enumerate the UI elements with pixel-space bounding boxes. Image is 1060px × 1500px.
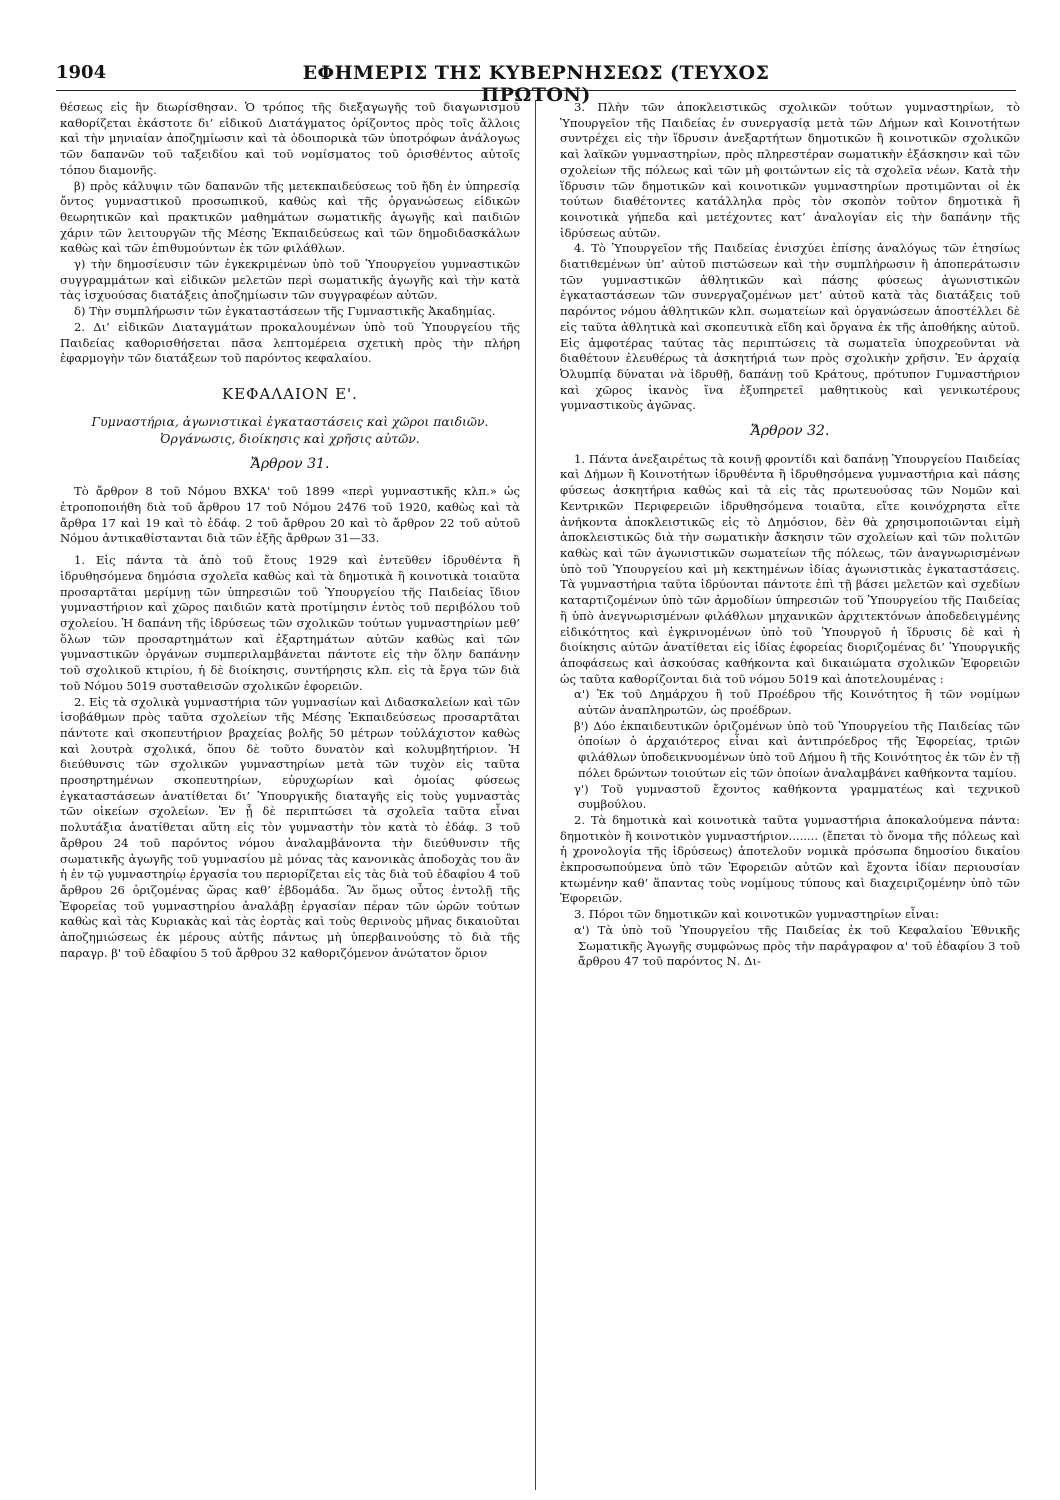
paragraph: β) πρὸς κάλυψιν τῶν δαπανῶν τῆς μετεκπαιδεύσεως τοῦ ἤδη ἐν ὑπηρεσίᾳ ὄντος γυμναστικοῦ προσωπικοῦ, καθὼς καὶ τῆς ὀργανώσεως εἰδικῶν θεωρητικῶν καὶ πρακτικῶν μαθημάτων σωματικῆς ἀγωγῆς καὶ παιδιῶν χάριν τῶν λειτουργῶν τῆς Μέσης Ἐκπαιδεύσεως καὶ τῶν δημοδιδασκάλων καθὼς καὶ τῶν ἐπιθυμούντων ἐκ τῶν φιλάθλων.: [60, 178, 520, 256]
paragraph: 2. Εἰς τὰ σχολικὰ γυμναστήρια τῶν γυμνασίων καὶ Διδασκαλείων καὶ τῶν ἰσοβάθμων πρὸς ταῦτα σχολείων τῆς Μέσης Ἐκπαιδεύσεως προσαρτᾶται πάντοτε καὶ σκοπευτήριον βραχείας βολῆς 50 μέτρων τοὐλάχιστον καθὼς καὶ λουτρὰ σχολικά, ὅπου δὲ τοῦτο δυνατὸν καὶ κολυμβητήριον. Ἡ διεύθυνσις τῶν σχολικῶν γυμναστηρίων μετὰ τῶν τυχὸν εἰς ταῦτα προσηρτημένων σκοπευτηρίων, εὐρυχωρίων καὶ ὁμοίας φύσεως ἐγκαταστάσεων ἀνατίθεται δι’ Ὑπουργικῆς διαταγῆς εἰς τοὺς γυμναστὰς τῶν οἰκείων σχολείων. Ἐν ᾗ δὲ περιπτώσει τὰ σχολεῖα ταῦτα εἶναι πολυτάξια ἀνατίθεται αὕτη εἰς τὸν γυμναστὴν τὸν κατὰ τὸ ἐδάφ. 3 τοῦ ἄρθρου 24 τοῦ παρόντος νόμου ἀναλαμβάνοντα τὴν διεύθυνσιν τῆς σωματικῆς ἀγωγῆς τοῦ γυμνασίου μὲ μόνας τὰς κανονικὰς ἀποδοχὰς του ἂν ἡ ἐν τῷ γυμναστηρίῳ ἐργασία του περιορίζεται εἰς τὰς διὰ τοῦ ἐδαφίου 4 τοῦ ἄρθρου 26 ὁριζομένας ὥρας καθ’ ἑβδομάδα. Ἂν ὅμως οὗτος ἐντολῇ τῆς Ἐφορείας τοῦ γυμναστηρίου ἀναλάβῃ ἐργασίαν πέραν τῶν ὡρῶν τούτων καθὼς καὶ τὰς Κυριακὰς καὶ τὰς ἑορτὰς καὶ τοὺς θερινοὺς μῆνας δικαιοῦται ἀποζημιώσεως ἐκ μέρους αὐτῆς πάντως μὴ ὑπερβαινούσης τὸ διὰ τῆς παραγρ. β' τοῦ ἐδαφίου 5 τοῦ ἄρθρου 32 καθοριζόμενον ἀνώτατον ὅριον: [60, 694, 520, 960]
page-number: 1904: [56, 62, 107, 83]
chapter-title-line: Ὀργάνωσις, διοίκησις καὶ χρῆσις αὐτῶν.: [160, 430, 420, 446]
paragraph: 2. Τὰ δημοτικὰ καὶ κοινοτικὰ ταῦτα γυμναστήρια ἀποκαλούμενα πάντα: δημοτικὸν ἢ κοινοτικὸν γυμναστήριον........ (ἔπεται τὸ ὄνομα τῆς πόλεως καὶ ἡ χρονολογία τῆς ἱδρύσεως) ἀποτελοῦν νομικὰ πρόσωπα δημοσίου δικαίου ἐκπροσωπούμενα ὑπὸ τῶν Ἐφορειῶν αὐτῶν καὶ ἔχοντα ἰδίαν περιουσίαν κτωμένην καθ’ ἅπαντας τοὺς νομίμους τύπους καὶ διαχειριζομένην ὑπὸ τῶν Ἐφορειῶν.: [560, 812, 1020, 906]
column-divider: [535, 100, 536, 1490]
paragraph: θέσεως εἰς ἣν διωρίσθησαν. Ὁ τρόπος τῆς διεξαγωγῆς τοῦ διαγωνισμοῦ καθορίζεται ἑκάστοτε δι’ εἰδικοῦ Διατάγματος ὁρίζοντος πρὸς τοῖς ἄλλοις καὶ τὴν μηνιαίαν ἀποζημίωσιν καὶ τὰ ὁδοιπορικὰ τῶν ὑποτρόφων ἀνάλογως τῶν δαπανῶν τοῦ ταξειδίου καὶ τοῦ νομίσματος τοῦ ὁρισθέντος αὐτοῖς τόπου διαμονῆς.: [60, 100, 520, 177]
article-heading: Ἄρθρον 32.: [750, 423, 830, 440]
chapter-title: [60, 413, 520, 447]
article-heading: Ἄρθρον 31.: [250, 455, 330, 472]
paragraph: 2. Δι’ εἰδικῶν Διαταγμάτων προκαλουμένων ὑπὸ τοῦ Ὑπουργείου τῆς Παιδείας καθορισθήσεται πᾶσα λεπτομέρεια σχετικὴ πρὸς τὴν πλήρη ἐφαρμογὴν τῶν διατάξεων τοῦ παρόντος κεφαλαίου.: [60, 319, 520, 366]
paragraph: δ) Τὴν συμπλήρωσιν τῶν ἐγκαταστάσεων τῆς Γυμναστικῆς Ἀκαδημίας.: [74, 304, 496, 319]
paragraph: β') Δύο ἐκπαιδευτικῶν ὁριζομένων ὑπὸ τοῦ Ὑπουργείου τῆς Παιδείας τῶν ὁποίων ὁ ἀρχαιότερος εἶναι καὶ ἀντιπρόεδρος τῆς Ἐφορείας, τριῶν φιλάθλων ὑποδεικνυομένων ὑπὸ τοῦ Δήμου ἢ τῆς Κοινότητος ἐκ τῶν ἐν τῇ πόλει δρώντων τοιούτων εἰς τῶν ὁποίων ἀναλαμβάνει καθήκοντα ταμίου.: [574, 718, 1020, 780]
paragraph: Τὸ ἄρθρον 8 τοῦ Νόμου ΒΧΚΑ' τοῦ 1899 «περὶ γυμναστικῆς κλπ.» ὡς ἐτροποποιήθη διὰ τοῦ ἄρθρου 17 τοῦ Νόμου 2476 τοῦ 1920, καθὼς καὶ τὰ ἄρθρα 17 καὶ 19 καὶ τὸ ἐδάφ. 2 τοῦ ἄρθρου 20 καὶ τὸ ἄρθρον 22 τοῦ αὐτοῦ Νόμου ἀντικαθίστανται διὰ τῶν ἑξῆς ἄρθρων 31—33.: [60, 484, 520, 546]
paragraph: α') Τὰ ὑπὸ τοῦ Ὑπουργείου τῆς Παιδείας ἐκ τοῦ Κεφαλαίου Ἐθνικῆς Σωματικῆς Ἀγωγῆς συμφώνως πρὸς τὴν παράγραφον α' τοῦ ἐδαφίου 3 τοῦ ἄρθρου 47 τοῦ παρόντος Ν. Δι-: [574, 922, 1020, 969]
paragraph: γ') Τοῦ γυμναστοῦ ἔχοντος καθήκοντα γραμματέως καὶ τεχνικοῦ συμβούλου.: [574, 781, 1020, 812]
right-column: [560, 100, 1020, 970]
paragraph: α') Ἐκ τοῦ Δημάρχου ἢ τοῦ Προέδρου τῆς Κοινότητος ἢ τῶν νομίμων αὐτῶν ἀναπληρωτῶν, ὡς προέδρων.: [574, 687, 1020, 718]
paragraph: γ) τὴν δημοσίευσιν τῶν ἐγκεκριμένων ὑπὸ τοῦ Ὑπουργείου γυμναστικῶν συγγραμμάτων καὶ εἰδικῶν μελετῶν περὶ σωματικῆς ἀγωγῆς καὶ τὴν κατὰ τὰς ἰσχυούσας διατάξεις ἀποζημίωσιν τῶν συγγραφέων αὐτῶν.: [60, 257, 520, 303]
paragraph: 1. Εἰς πάντα τὰ ἀπὸ τοῦ ἔτους 1929 καὶ ἐντεῦθεν ἱδρυθέντα ἢ ἱδρυθησόμενα δημόσια σχολεῖα καθὼς καὶ τὰ δημοτικὰ ἢ κοινοτικὰ τοιαῦτα προσαρτᾶται μερίμνῃ τῶν ὑπηρεσιῶν τοῦ Ὑπουργείου τῆς Παιδείας ἴδιον γυμναστήριον καὶ χῶρος παιδιῶν κατὰ προτίμησιν ἐντὸς τοῦ περιβόλου τοῦ σχολείου. Ἡ δαπάνη τῆς ἱδρύσεως τῶν σχολικῶν τούτων γυμναστηρίων μεθ’ ὅλων τῶν προσαρτημάτων καὶ ἐξαρτημάτων αὐτῶν καθὼς καὶ τῶν γυμναστικῶν ὀργάνων συμπεριλαμβάνεται πάντοτε εἰς τὴν ὅλην δαπάνην τοῦ σχολικοῦ κτιρίου, ἡ δὲ διοίκησις, συντήρησις κλπ. εἰς τὰ ἔργα τῶν διὰ τοῦ Νόμου 5019 συσταθεισῶν σχολικῶν ἐφορειῶν.: [60, 553, 520, 693]
page-header: [56, 62, 1016, 106]
paragraph: 1. Πάντα ἀνεξαιρέτως τὰ κοινῇ φροντίδι καὶ δαπάνῃ Ὑπουργείου Παιδείας καὶ Δήμων ἢ Κοινοτήτων ἱδρυθέντα ἢ ἱδρυθησόμενα γυμναστήρια καὶ πάσης φύσεως ἀσκητήρια καθὼς καὶ τὰ εἰς τὰς πρωτευούσας τῶν Νομῶν καὶ Κεντρικῶν Περιφερειῶν ἱδρυθησόμενα τοιαῦτα, εἴτε κοινόχρηστα εἴτε ἀνήκοντα ἀποκλειστικῶς εἰς τὸ Δημόσιον, δὲν θὰ χρησιμοποιῶνται εἰμὴ ἀποκλειστικῶς διὰ τὴν σωματικὴν ἄσκησιν τῶν σχολείων καὶ τῶν πολιτῶν καθὼς καὶ τῶν ἀγωνιστικῶν σωματείων τῆς πόλεως, τῶν ἀναγνωρισμένων ὑπὸ τοῦ Ὑπουργείου καὶ μὴ κεκτημένων ἰδίας ἀγωνιστικὰς ἐγκαταστάσεις. Τὰ γυμναστήρια ταῦτα ἱδρύονται πάντοτε ἐπὶ τῇ βάσει μελετῶν καὶ σχεδίων καταρτιζομένων ὑπὸ τῶν ἁρμοδίων ὑπηρεσιῶν τοῦ Ὑπουργείου τῆς Παιδείας ἢ ὑπὸ ἀνεγνωρισμένων φιλάθλων μηχανικῶν ἀρχιτεκτόνων ἀποδεδειγμένης εἰδικότητος καὶ ἐγκρινομένων ὑπὸ τοῦ Ὑπουργοῦ ἡ ἵδρυσις δὲ καὶ ἡ διοίκησις αὐτῶν ἀνατίθεται εἰς ἰδίας ἐφορείας διοριζομένας δι’ Ὑπουργικῆς ἀποφάσεως καὶ ἀσκούσας καθήκοντα καὶ δικαιώματα σχολικῶν Ἐφορειῶν ὡς ταῦτα καθορίζονται διὰ τοῦ νόμου 5019 καὶ ἀποτελουμένας :: [560, 451, 1020, 686]
paragraph: 4. Τὸ Ὑπουργεῖον τῆς Παιδείας ἐνισχύει ἐπίσης ἀναλόγως τῶν ἐτησίως διατιθεμένων ὑπ’ αὐτοῦ πιστώσεων καὶ τὴν συμπλήρωσιν ἢ ἀποπεράτωσιν τῶν γυμναστικῶν ἀθλητικῶν καὶ πάσης φύσεως ἀγωνιστικῶν ἐγκαταστάσεων τῶν συνεργαζομένων μετ’ αὐτοῦ κατὰ τὰς διατάξεις τοῦ παρόντος νόμου ἀθλητικῶν κλπ. σωματείων καὶ ὀργανώσεων ἀποστέλλει δὲ εἰς ταῦτα ἀθλητικὰ καὶ σκοπευτικὰ εἴδη καὶ ὄργανα ἐκ τῆς ἀποθήκης αὐτοῦ. Εἰς ἀμφοτέρας ταύτας τὰς περιπτώσεις τὰ σωματεῖα ὑποχρεοῦνται νὰ διαθέτουν ἐλευθέρως τὰ ἀσκητήριά των πρὸς σχολικὴν χρῆσιν. Ἐν ἀρχαίᾳ Ὀλυμπίᾳ δύναται νὰ ἱδρυθῇ, δαπάνῃ τοῦ Κράτους, πρότυπον Γυμναστήριον καὶ χῶρος ἱκανὸς ἵνα ἐξυπηρετεῖ μαθητικοὺς καὶ γενικωτέρους γυμναστικοὺς ἀγῶνας.: [560, 241, 1020, 413]
paragraph: 3. Πόροι τῶν δημοτικῶν καὶ κοινοτικῶν γυμναστηρίων εἶναι:: [574, 907, 939, 922]
header-rule: [56, 90, 1016, 91]
left-column: [60, 100, 520, 961]
chapter-heading: ΚΕΦΑΛΑΙΟΝ Ε'.: [222, 384, 358, 403]
gazette-title: ΕΦΗΜΕΡΙΣ ΤΗΣ ΚΥΒΕΡΝΗΣΕΩΣ (ΤΕΥΧΟΣ ΠΡΩΤΟΝ): [302, 62, 770, 106]
paragraph: 3. Πλὴν τῶν ἀποκλειστικῶς σχολικῶν τούτων γυμναστηρίων, τὸ Ὑπουργεῖον τῆς Παιδείας ἐν συνεργασίᾳ μετὰ τῶν Δήμων καὶ Κοινοτήτων συντρέχει εἰς τὴν ἵδρυσιν ἀνεξαρτήτων δημοτικῶν ἢ κοινοτικῶν σχολικῶν καὶ λαϊκῶν γυμναστηρίων, πρὸς πληρεστέραν σωματικὴν ἐξάσκησιν καὶ τῶν σχολείων τῆς πόλεως καὶ τῶν μὴ φοιτώντων εἰς τὰ σχολεῖα νέων. Κατὰ τὴν ἵδρυσιν τῶν δημοτικῶν καὶ κοινοτικῶν γυμναστηρίων προτιμῶνται οἱ ἐκ τούτων διαθέτοντες κατάλληλα πρὸς τὸν σκοπὸν τοῦτον δημοτικὰ ἢ κοινοτικὰ γήπεδα καὶ μετέχοντες κατ’ ἀναλογίαν εἰς τὴν δαπάνην τῆς ἱδρύσεως αὐτῶν.: [560, 100, 1020, 240]
chapter-title-line: Γυμναστήρια, ἀγωνιστικαὶ ἐγκαταστάσεις καὶ χῶροι παιδιῶν.: [91, 413, 489, 429]
